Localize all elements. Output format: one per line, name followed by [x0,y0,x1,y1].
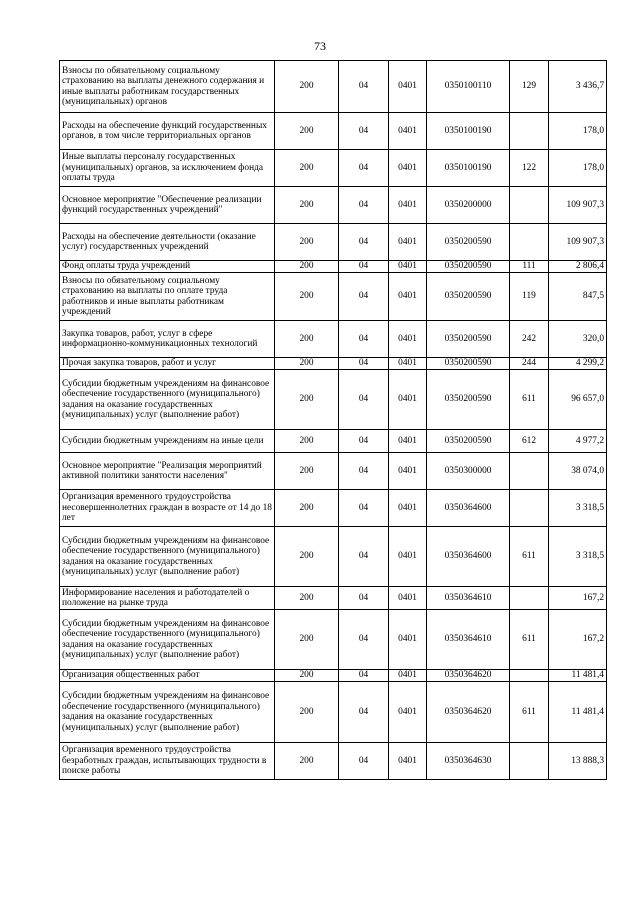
row-admin-code: 200 [275,453,339,490]
row-name: Субсидии бюджетным учреждениям на финансовое обеспечение государственного (муниципального) задания на оказание государственных (муниципальных) услуг (выполнение работ) [60,370,275,430]
row-subsection: 0401 [389,490,427,527]
row-admin-code: 200 [275,610,339,670]
row-name: Субсидии бюджетным учреждениям на финансовое обеспечение государственного (муниципального) задания на оказание государственных (муниципальных) услуг (выполнение работ) [60,682,275,743]
row-amount: 96 657,0 [549,370,607,430]
row-amount: 11 481,4 [549,670,607,682]
row-subsection: 0401 [389,670,427,682]
row-amount: 167,2 [549,587,607,610]
row-expense-type: 242 [510,321,549,358]
row-expense-type: 612 [510,430,549,453]
row-subsection: 0401 [389,321,427,358]
table-row [60,61,607,113]
row-expense-type: 111 [510,261,549,273]
table-row [60,430,607,453]
row-section: 04 [339,743,389,780]
row-admin-code: 200 [275,490,339,527]
row-subsection: 0401 [389,150,427,187]
row-admin-code: 200 [275,224,339,261]
row-section: 04 [339,610,389,670]
row-admin-code: 200 [275,273,339,321]
row-amount: 178,0 [549,113,607,150]
row-target-article: 0350200590 [427,430,510,453]
row-target-article: 0350364600 [427,490,510,527]
row-amount: 320,0 [549,321,607,358]
table-row [60,321,607,358]
row-section: 04 [339,224,389,261]
table-row [60,490,607,527]
row-section: 04 [339,261,389,273]
row-subsection: 0401 [389,453,427,490]
row-section: 04 [339,453,389,490]
row-admin-code: 200 [275,743,339,780]
row-subsection: 0401 [389,682,427,743]
row-amount: 3 318,5 [549,490,607,527]
row-subsection: 0401 [389,224,427,261]
row-subsection: 0401 [389,261,427,273]
row-name: Субсидии бюджетным учреждениям на финансовое обеспечение государственного (муниципального) задания на оказание государственных (муниципальных) услуг (выполнение работ) [60,527,275,587]
row-amount: 178,0 [549,150,607,187]
row-amount: 4 299,2 [549,358,607,370]
row-subsection: 0401 [389,430,427,453]
row-target-article: 0350300000 [427,453,510,490]
row-admin-code: 200 [275,61,339,113]
table-row [60,113,607,150]
row-section: 04 [339,527,389,587]
row-target-article: 0350364600 [427,527,510,587]
row-target-article: 0350200590 [427,273,510,321]
row-admin-code: 200 [275,358,339,370]
row-expense-type [510,490,549,527]
row-name: Прочая закупка товаров, работ и услуг [60,358,275,370]
row-subsection: 0401 [389,113,427,150]
row-section: 04 [339,150,389,187]
page-number: 73 [314,39,326,53]
row-section: 04 [339,321,389,358]
table-row [60,527,607,587]
row-name: Взносы по обязательному социальному страхованию на выплаты по оплате труда работников и иные выплаты работникам учреждений [60,273,275,321]
table-row [60,587,607,610]
table-body [60,61,607,780]
row-amount: 3 436,7 [549,61,607,113]
row-subsection: 0401 [389,358,427,370]
row-admin-code: 200 [275,670,339,682]
row-target-article: 0350364610 [427,610,510,670]
row-section: 04 [339,430,389,453]
row-amount: 109 907,3 [549,187,607,224]
row-expense-type: 119 [510,273,549,321]
row-section: 04 [339,370,389,430]
row-amount: 38 074,0 [549,453,607,490]
row-admin-code: 200 [275,150,339,187]
row-section: 04 [339,187,389,224]
row-name: Расходы на обеспечение функций государственных органов, в том числе территориальных органов [60,113,275,150]
table-row [60,453,607,490]
row-section: 04 [339,587,389,610]
table-row [60,187,607,224]
row-expense-type: 611 [510,370,549,430]
row-target-article: 0350100190 [427,113,510,150]
row-target-article: 0350100190 [427,150,510,187]
table-row [60,358,607,370]
row-target-article: 0350200590 [427,321,510,358]
row-expense-type: 129 [510,61,549,113]
table-row [60,261,607,273]
row-target-article: 0350100110 [427,61,510,113]
row-expense-type: 122 [510,150,549,187]
row-name: Субсидии бюджетным учреждениям на иные цели [60,430,275,453]
row-target-article: 0350200000 [427,187,510,224]
row-expense-type [510,587,549,610]
row-expense-type: 611 [510,682,549,743]
row-target-article: 0350364620 [427,670,510,682]
row-name: Расходы на обеспечение деятельности (оказание услуг) государственных учреждений [60,224,275,261]
table-row [60,743,607,780]
row-admin-code: 200 [275,187,339,224]
table-row [60,682,607,743]
row-expense-type [510,743,549,780]
row-subsection: 0401 [389,527,427,587]
row-expense-type [510,670,549,682]
row-expense-type [510,224,549,261]
row-expense-type [510,113,549,150]
row-expense-type [510,453,549,490]
row-section: 04 [339,670,389,682]
row-target-article: 0350200590 [427,224,510,261]
row-name: Организация временного трудоустройства безработных граждан, испытывающих трудности в поиске работы [60,743,275,780]
table-row [60,224,607,261]
row-name: Взносы по обязательному социальному страхованию на выплаты денежного содержания и иные выплаты работникам государственных (муниципальных) органов [60,61,275,113]
row-target-article: 0350200590 [427,370,510,430]
row-amount: 11 481,4 [549,682,607,743]
budget-table [59,60,607,780]
row-amount: 3 318,5 [549,527,607,587]
row-expense-type: 244 [510,358,549,370]
row-admin-code: 200 [275,430,339,453]
row-section: 04 [339,113,389,150]
row-amount: 4 977,2 [549,430,607,453]
row-amount: 2 806,4 [549,261,607,273]
row-subsection: 0401 [389,61,427,113]
table-row [60,273,607,321]
row-admin-code: 200 [275,682,339,743]
row-expense-type [510,187,549,224]
row-amount: 13 888,3 [549,743,607,780]
row-subsection: 0401 [389,743,427,780]
row-name: Организация общественных работ [60,670,275,682]
row-section: 04 [339,358,389,370]
row-name: Основное мероприятие "Обеспечение реализации функций государственных учреждений" [60,187,275,224]
row-admin-code: 200 [275,527,339,587]
row-subsection: 0401 [389,187,427,224]
row-admin-code: 200 [275,113,339,150]
row-admin-code: 200 [275,261,339,273]
row-target-article: 0350364610 [427,587,510,610]
table-row [60,150,607,187]
row-expense-type: 611 [510,527,549,587]
table-row [60,670,607,682]
row-name: Фонд оплаты труда учреждений [60,261,275,273]
table-row [60,610,607,670]
row-subsection: 0401 [389,370,427,430]
row-amount: 847,5 [549,273,607,321]
row-subsection: 0401 [389,273,427,321]
row-subsection: 0401 [389,587,427,610]
row-target-article: 0350364620 [427,682,510,743]
row-subsection: 0401 [389,610,427,670]
row-name: Основное мероприятие "Реализация мероприятий активной политики занятости населения" [60,453,275,490]
row-name: Закупка товаров, работ, услуг в сфере информационно-коммуникационных технологий [60,321,275,358]
row-expense-type: 611 [510,610,549,670]
row-name: Субсидии бюджетным учреждениям на финансовое обеспечение государственного (муниципального) задания на оказание государственных (муниципальных) услуг (выполнение работ) [60,610,275,670]
row-amount: 109 907,3 [549,224,607,261]
row-section: 04 [339,273,389,321]
row-admin-code: 200 [275,370,339,430]
row-section: 04 [339,682,389,743]
row-admin-code: 200 [275,587,339,610]
row-name: Информирование населения и работодателей о положение на рынке труда [60,587,275,610]
row-section: 04 [339,61,389,113]
row-name: Организация временного трудоустройства несовершеннолетних граждан в возрасте от 14 до 18 лет [60,490,275,527]
row-amount: 167,2 [549,610,607,670]
row-target-article: 0350364630 [427,743,510,780]
row-name: Иные выплаты персоналу государственных (муниципальных) органов, за исключением фонда оплаты труда [60,150,275,187]
row-section: 04 [339,490,389,527]
row-target-article: 0350200590 [427,358,510,370]
table-row [60,370,607,430]
row-target-article: 0350200590 [427,261,510,273]
row-admin-code: 200 [275,321,339,358]
